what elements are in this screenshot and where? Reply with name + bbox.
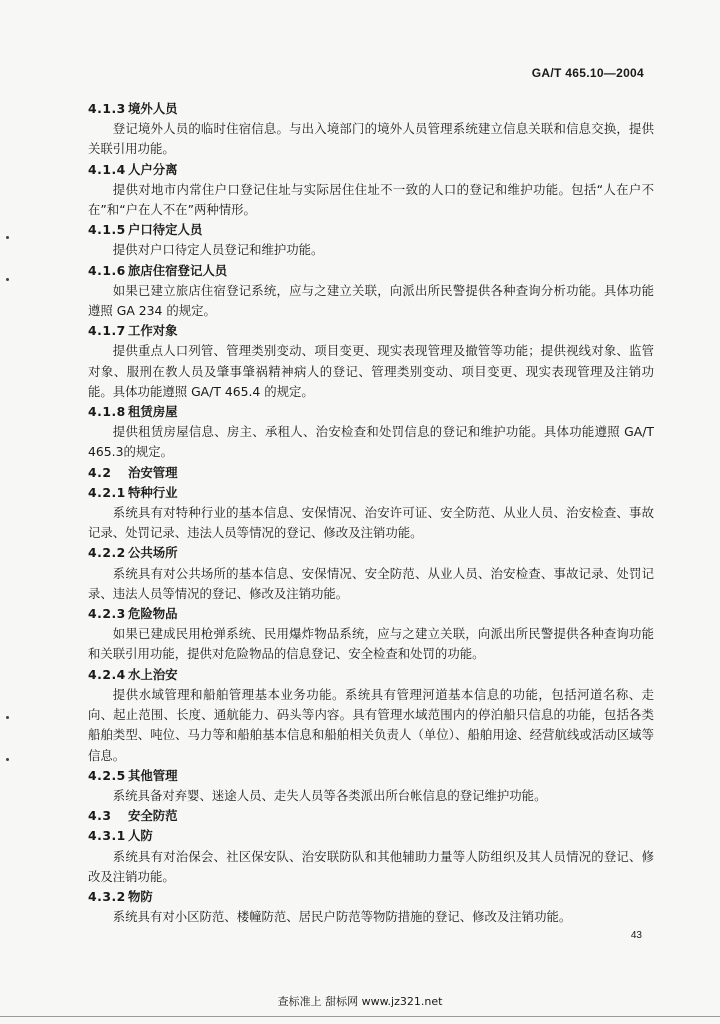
section-paragraph: 系统具有对小区防范、楼幢防范、居民户防范等物防措施的登记、修改及注销功能。 — [112, 909, 572, 925]
section-paragraph: 系统具有对治保会、社区保安队、治安联防队和其他辅助力量等人防组织及其人员情况的登记、修改及注销功能。 — [88, 848, 654, 884]
section-heading — [88, 887, 654, 907]
section-paragraph: 提供重点人口列管、管理类别变动、项目变更、现实表现管理及撤管等功能；提供视线对象、监管对象、服刑在教人员及肇事肇祸精神病人的登记、管理类别变动、项目变更、现实表现管理及注销功能。具体功能遵照 GA/T 465.4 的规定。 — [88, 343, 654, 399]
section-paragraph: 系统具备对弃婴、迷途人员、走失人员等各类派出所台帐信息的登记维护功能。 — [112, 787, 547, 803]
section-paragraph: 系统具有对特种行业的基本信息、安保情况、治安许可证、安全防范、从业人员、治安检查、事故记录、处罚记录、违法人员等情况的登记、修改及注销功能。 — [88, 505, 654, 541]
section-title: 户口待定人员 — [128, 222, 203, 238]
section-title: 特种行业 — [128, 484, 178, 500]
section-title: 危险物品 — [128, 606, 178, 622]
section-title: 公共场所 — [128, 545, 178, 561]
section-number: 4.2 — [88, 464, 112, 480]
footer-rule — [0, 1016, 720, 1017]
section-number: 4.2.4 — [88, 666, 126, 682]
section-paragraph: 提供对地市内常住户口登记住址与实际居住住址不一致的人口的登记和维护功能。包括“人在户不在”和“户在人不在”两种情形。 — [88, 181, 654, 218]
section-heading — [88, 160, 654, 180]
section-title: 人户分离 — [128, 161, 178, 177]
section-number: 4.3 — [88, 808, 112, 824]
margin-mark — [6, 236, 9, 239]
footer-watermark-text: 查标准上 甜标网 www.jz321.net — [277, 995, 443, 1008]
section-heading — [88, 826, 654, 846]
section-paragraph: 提供对户口待定人员登记和维护功能。 — [112, 242, 324, 258]
section-number: 4.1.6 — [88, 262, 126, 278]
section-title: 其他管理 — [128, 767, 178, 783]
section-paragraph: 如果已建成民用枪弹系统、民用爆炸物品系统，应与之建立关联，向派出所民警提供各种查询功能和关联引用功能，提供对危险物品的信息登记、安全检查和处罚的功能。 — [88, 626, 654, 662]
standard-code-header: GA/T 465.10—2004 — [531, 66, 644, 80]
section-heading — [88, 220, 654, 240]
section-heading — [88, 543, 654, 563]
section-title: 境外人员 — [128, 101, 178, 116]
section-heading — [88, 463, 654, 483]
section-number: 4.1.4 — [88, 161, 126, 177]
section-number: 4.1.3 — [88, 101, 126, 116]
section-heading — [88, 806, 654, 826]
section-number: 4.1.5 — [88, 222, 126, 238]
section-title: 工作对象 — [128, 323, 178, 339]
section-title: 治安管理 — [128, 464, 178, 480]
section-number: 4.2.1 — [88, 484, 126, 500]
section-heading — [88, 402, 654, 422]
section-paragraph: 系统具有对公共场所的基本信息、安保情况、安全防范、从业人员、治安检查、事故记录、处罚记录、违法人员等情况的登记、修改及注销功能。 — [88, 565, 654, 601]
section-title: 安全防范 — [128, 808, 178, 824]
section-paragraph: 如果已建立旅店住宿登记系统，应与之建立关联，向派出所民警提供各种查询分析功能。具体功能遵照 GA 234 的规定。 — [88, 282, 654, 319]
page-number: 43 — [630, 930, 642, 941]
section-title: 物防 — [128, 888, 153, 904]
section-heading — [88, 766, 654, 786]
margin-mark — [6, 716, 9, 719]
section-number: 4.2.5 — [88, 767, 126, 783]
section-paragraph: 提供水域管理和船舶管理基本业务功能。系统具有管理河道基本信息的功能，包括河道名称、走向、起止范围、长度、通航能力、码头等内容。具有管理水域范围内的停泊船只信息的功能，包括各类船舶类型、吨位、马力等和船舶基本信息和船舶相关负责人（单位）、船舶用途、经营航线或活动区域等信息。 — [88, 686, 654, 763]
section-number: 4.1.8 — [88, 404, 126, 420]
section-paragraph: 登记境外人员的临时住宿信息。与出入境部门的境外人员管理系统建立信息关联和信息交换，提供关联引用功能。 — [88, 121, 654, 157]
margin-mark — [6, 758, 9, 761]
section-heading — [88, 665, 654, 685]
section-number: 4.1.7 — [88, 323, 126, 339]
section-title: 人防 — [128, 828, 153, 844]
section-number: 4.2.3 — [88, 606, 126, 622]
section-number: 4.2.2 — [88, 545, 126, 561]
section-heading — [88, 483, 654, 503]
section-paragraph: 提供租赁房屋信息、房主、承租人、治安检查和处罚信息的登记和维护功能。具体功能遵照 GA/T 465.3的规定。 — [88, 424, 654, 460]
section-title: 旅店住宿登记人员 — [128, 262, 228, 278]
section-number: 4.3.2 — [88, 888, 126, 904]
section-heading — [88, 261, 654, 281]
section-heading — [88, 321, 654, 341]
section-title: 租赁房屋 — [128, 404, 178, 420]
margin-mark — [6, 278, 9, 281]
document-body — [88, 99, 654, 927]
section-heading — [88, 604, 654, 624]
section-title: 水上治安 — [128, 666, 178, 682]
section-number: 4.3.1 — [88, 828, 126, 844]
section-heading — [88, 99, 654, 119]
